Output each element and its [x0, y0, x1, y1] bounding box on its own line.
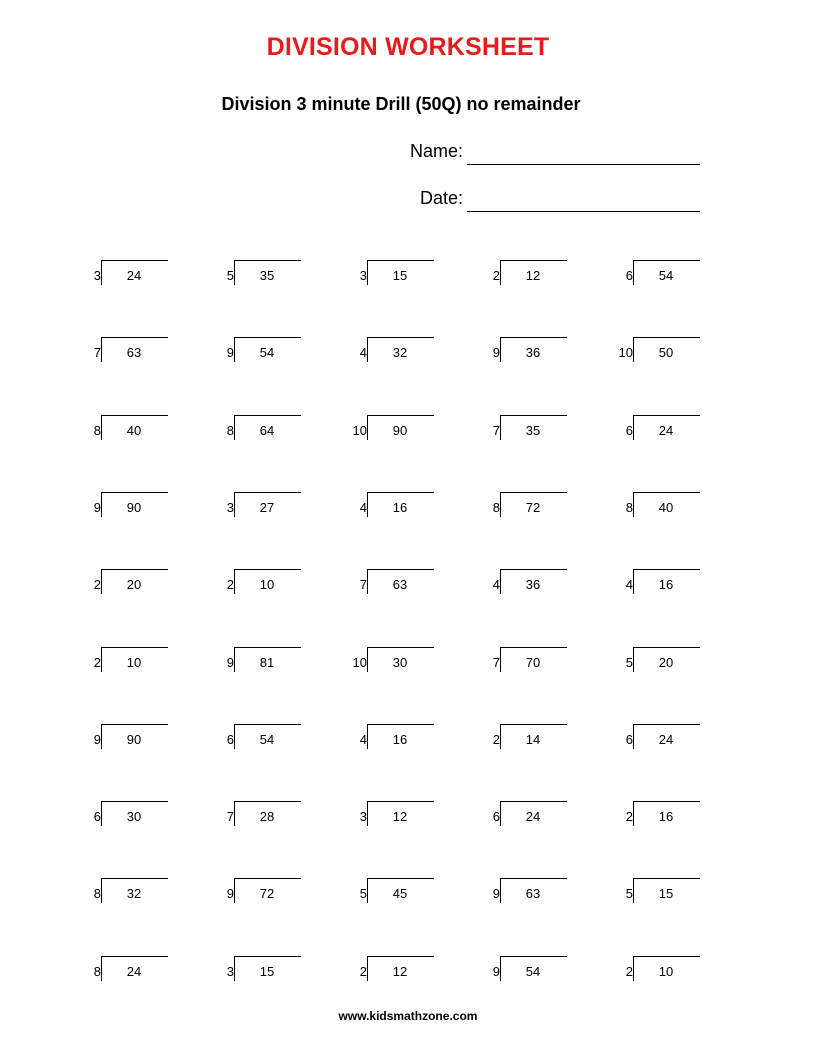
divisor: 9 — [93, 500, 101, 515]
dividend: 15 — [658, 886, 674, 901]
division-problem — [89, 415, 189, 445]
divisor: 4 — [359, 345, 367, 360]
division-problem — [89, 569, 189, 599]
dividend: 70 — [525, 655, 541, 670]
divisor: 6 — [93, 809, 101, 824]
dividend: 90 — [392, 423, 408, 438]
dividend: 32 — [126, 886, 142, 901]
division-problem — [222, 260, 322, 290]
dividend: 27 — [259, 500, 275, 515]
worksheet-subtitle: Division 3 minute Drill (50Q) no remainder — [221, 94, 581, 114]
dividend: 24 — [126, 964, 142, 979]
division-problem — [89, 878, 189, 908]
worksheet-title: DIVISION WORKSHEET — [266, 33, 550, 61]
division-problem — [488, 724, 588, 754]
division-problem — [222, 337, 322, 367]
dividend: 10 — [259, 577, 275, 592]
divisor: 4 — [359, 500, 367, 515]
dividend: 16 — [658, 809, 674, 824]
dividend: 35 — [525, 423, 541, 438]
divisor: 9 — [226, 886, 234, 901]
dividend: 54 — [525, 964, 541, 979]
divisor: 5 — [359, 886, 367, 901]
division-problem — [355, 724, 455, 754]
division-problem — [488, 647, 588, 677]
divisor: 2 — [93, 577, 101, 592]
divisor: 10 — [352, 423, 367, 438]
divisor: 7 — [492, 423, 500, 438]
dividend: 30 — [126, 809, 142, 824]
divisor: 2 — [492, 732, 500, 747]
dividend: 16 — [392, 500, 408, 515]
dividend: 14 — [525, 732, 541, 747]
divisor: 8 — [492, 500, 500, 515]
dividend: 24 — [126, 268, 142, 283]
divisor: 7 — [226, 809, 234, 824]
division-problem — [352, 647, 455, 677]
division-problem — [89, 260, 189, 290]
divisor: 2 — [625, 964, 633, 979]
dividend: 12 — [392, 809, 408, 824]
divisor: 3 — [359, 809, 367, 824]
division-problem — [621, 647, 721, 677]
dividend: 54 — [658, 268, 674, 283]
divisor: 9 — [226, 345, 234, 360]
divisor: 8 — [93, 964, 101, 979]
divisor: 8 — [625, 500, 633, 515]
dividend: 36 — [525, 345, 541, 360]
dividend: 72 — [525, 500, 541, 515]
division-problem — [222, 878, 322, 908]
dividend: 54 — [259, 345, 275, 360]
dividend: 63 — [525, 886, 541, 901]
dividend: 36 — [525, 577, 541, 592]
dividend: 63 — [126, 345, 142, 360]
date-label: Date: — [419, 188, 463, 208]
divisor: 10 — [618, 345, 633, 360]
divisor: 3 — [93, 268, 101, 283]
footer-url: www.kidsmathzone.com — [338, 1009, 478, 1023]
division-problem — [621, 415, 721, 445]
dividend: 24 — [525, 809, 541, 824]
name-label: Name: — [409, 141, 463, 161]
division-problem — [355, 956, 455, 986]
division-problem — [355, 801, 455, 831]
dividend: 24 — [658, 732, 674, 747]
dividend: 15 — [392, 268, 408, 283]
division-problem — [222, 569, 322, 599]
divisor: 4 — [492, 577, 500, 592]
dividend: 40 — [658, 500, 674, 515]
division-problem — [621, 492, 721, 522]
dividend: 16 — [658, 577, 674, 592]
divisor: 5 — [226, 268, 234, 283]
dividend: 28 — [259, 809, 275, 824]
division-problem — [355, 878, 455, 908]
division-problem — [621, 569, 721, 599]
division-problem — [488, 878, 588, 908]
division-problem — [89, 956, 189, 986]
divisor: 4 — [359, 732, 367, 747]
divisor: 6 — [226, 732, 234, 747]
dividend: 63 — [392, 577, 408, 592]
dividend: 54 — [259, 732, 275, 747]
division-problem — [222, 724, 322, 754]
division-problem — [621, 878, 721, 908]
divisor: 2 — [492, 268, 500, 283]
dividend: 10 — [126, 655, 142, 670]
divisor: 3 — [226, 500, 234, 515]
divisor: 8 — [226, 423, 234, 438]
division-problem — [355, 260, 455, 290]
divisor: 6 — [625, 423, 633, 438]
division-problem — [488, 415, 588, 445]
dividend: 81 — [259, 655, 275, 670]
division-problem — [222, 956, 322, 986]
division-problem — [352, 415, 455, 445]
division-problem — [621, 724, 721, 754]
divisor: 8 — [93, 886, 101, 901]
divisor: 3 — [359, 268, 367, 283]
dividend: 32 — [392, 345, 408, 360]
dividend: 30 — [392, 655, 408, 670]
divisor: 7 — [93, 345, 101, 360]
divisor: 7 — [492, 655, 500, 670]
division-problem — [488, 337, 588, 367]
divisor: 9 — [492, 964, 500, 979]
dividend: 20 — [126, 577, 142, 592]
division-problem — [621, 801, 721, 831]
divisor: 2 — [93, 655, 101, 670]
dividend: 10 — [658, 964, 674, 979]
divisor: 2 — [359, 964, 367, 979]
division-problem — [488, 956, 588, 986]
division-problem — [355, 569, 455, 599]
dividend: 90 — [126, 732, 142, 747]
dividend: 35 — [259, 268, 275, 283]
divisor: 9 — [226, 655, 234, 670]
divisor: 9 — [492, 345, 500, 360]
division-problem — [488, 260, 588, 290]
division-problem — [89, 724, 189, 754]
division-problem — [488, 801, 588, 831]
divisor: 2 — [226, 577, 234, 592]
dividend: 24 — [658, 423, 674, 438]
division-problem — [222, 801, 322, 831]
divisor: 5 — [625, 655, 633, 670]
division-problem — [89, 647, 189, 677]
dividend: 12 — [392, 964, 408, 979]
dividend: 16 — [392, 732, 408, 747]
division-problem — [222, 415, 322, 445]
divisor: 7 — [359, 577, 367, 592]
division-problem — [89, 337, 189, 367]
division-problem — [355, 492, 455, 522]
dividend: 64 — [259, 423, 275, 438]
divisor: 8 — [93, 423, 101, 438]
dividend: 50 — [658, 345, 674, 360]
divisor: 2 — [625, 809, 633, 824]
division-problem — [89, 801, 189, 831]
division-problem — [89, 492, 189, 522]
division-problem — [618, 337, 721, 367]
divisor: 6 — [625, 268, 633, 283]
dividend: 12 — [525, 268, 541, 283]
division-problem — [621, 260, 721, 290]
division-problem — [222, 647, 322, 677]
division-problem — [621, 956, 721, 986]
divisor: 3 — [226, 964, 234, 979]
divisor: 5 — [625, 886, 633, 901]
dividend: 72 — [259, 886, 275, 901]
dividend: 20 — [658, 655, 674, 670]
divisor: 9 — [492, 886, 500, 901]
division-problem — [488, 492, 588, 522]
dividend: 15 — [259, 964, 275, 979]
dividend: 45 — [392, 886, 408, 901]
divisor: 4 — [625, 577, 633, 592]
divisor: 10 — [352, 655, 367, 670]
division-problem — [488, 569, 588, 599]
divisor: 6 — [625, 732, 633, 747]
division-problem — [355, 337, 455, 367]
divisor: 6 — [492, 809, 500, 824]
divisor: 9 — [93, 732, 101, 747]
dividend: 90 — [126, 500, 142, 515]
dividend: 40 — [126, 423, 142, 438]
division-problem — [222, 492, 322, 522]
